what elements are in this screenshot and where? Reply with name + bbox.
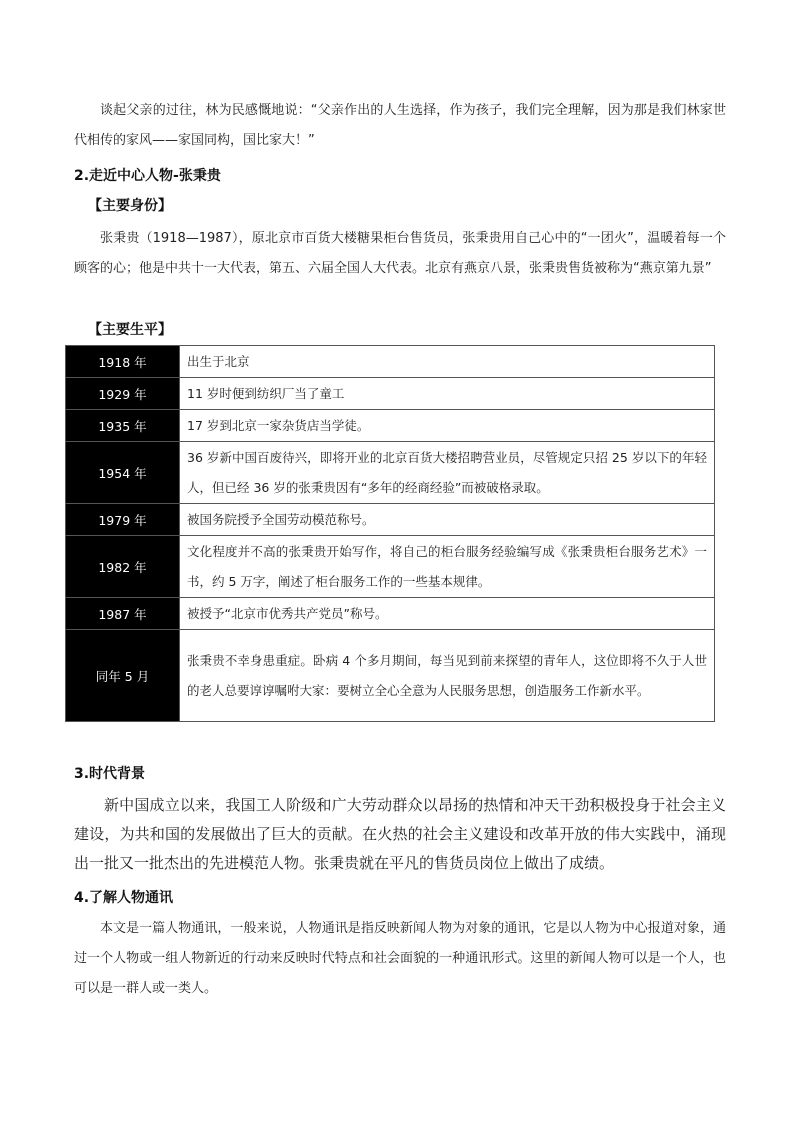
timeline-event: 被授予“北京市优秀共产党员”称号。 bbox=[180, 598, 715, 630]
timeline-year: 1982 年 bbox=[66, 536, 180, 598]
table-row bbox=[66, 630, 715, 722]
timeline-event: 张秉贵不幸身患重症。卧病 4 个多月期间，每当见到前来探望的青年人，这位即将不久于人世的老人总要谆谆嘱咐大家：要树立全心全意为人民服务思想，创造服务工作新水平。 bbox=[180, 630, 715, 722]
table-row bbox=[66, 442, 715, 504]
timeline-year: 同年 5 月 bbox=[66, 630, 180, 722]
section-3-paragraph: 新中国成立以来，我国工人阶级和广大劳动群众以昂扬的热情和冲天干劲积极投身于社会主义建设，为共和国的发展做出了巨大的贡献。在火热的社会主义建设和改革开放的伟大实践中，涌现出一批又一批杰出的先进模范人物。张秉贵就在平凡的售货员岗位上做出了成绩。 bbox=[74, 796, 726, 872]
timeline-event: 被国务院授予全国劳动模范称号。 bbox=[180, 504, 715, 536]
identity-paragraph: 张秉贵（1918—1987），原北京市百货大楼糖果柜台售货员，张秉贵用自己心中的“一团火”，温暖着每一个顾客的心；他是中共十一大代表，第五、六届全国人大代表。北京有燕京八景，张秉贵售货被称为“燕京第九景” bbox=[74, 231, 726, 276]
timeline-year: 1987 年 bbox=[66, 598, 180, 630]
timeline-event: 出生于北京 bbox=[180, 346, 715, 378]
timeline-year: 1929 年 bbox=[66, 378, 180, 410]
table-row bbox=[66, 410, 715, 442]
table-row bbox=[66, 598, 715, 630]
table-row bbox=[66, 346, 715, 378]
section-4-heading: 4.了解人物通讯 bbox=[74, 890, 174, 906]
table-row bbox=[66, 536, 715, 598]
timeline-table bbox=[65, 345, 715, 722]
table-row bbox=[66, 504, 715, 536]
timeline-event: 36 岁新中国百废待兴，即将开业的北京百货大楼招聘营业员，尽管规定只招 25 岁以下的年轻人，但已经 36 岁的张秉贵因有“多年的经商经验”而被破格录取。 bbox=[180, 442, 715, 504]
timeline-event: 17 岁到北京一家杂货店当学徒。 bbox=[180, 410, 715, 442]
identity-heading: 【主要身份】 bbox=[88, 198, 172, 214]
section-4-paragraph: 本文是一篇人物通讯，一般来说，人物通讯是指反映新闻人物为对象的通讯，它是以人物为中心报道对象，通过一个人物或一组人物新近的行动来反映时代特点和社会面貌的一种通讯形式。这里的新闻人物可以是一个人，也可以是一群人或一类人。 bbox=[74, 921, 726, 996]
timeline-year: 1954 年 bbox=[66, 442, 180, 504]
timeline-year: 1918 年 bbox=[66, 346, 180, 378]
intro-paragraph: 谈起父亲的过往，林为民感慨地说：“父亲作出的人生选择，作为孩子，我们完全理解，因为那是我们林家世代相传的家风——家国同构，国比家大！” bbox=[74, 103, 726, 148]
timeline-year: 1935 年 bbox=[66, 410, 180, 442]
timeline-event: 文化程度并不高的张秉贵开始写作，将自己的柜台服务经验编写成《张秉贵柜台服务艺术》一书，约 5 万字，阐述了柜台服务工作的一些基本规律。 bbox=[180, 536, 715, 598]
life-heading: 【主要生平】 bbox=[88, 322, 172, 338]
table-row bbox=[66, 378, 715, 410]
timeline-event: 11 岁时便到纺织厂当了童工 bbox=[180, 378, 715, 410]
timeline-year: 1979 年 bbox=[66, 504, 180, 536]
section-3-heading: 3.时代背景 bbox=[74, 766, 146, 782]
section-2-heading: 2.走近中心人物-张秉贵 bbox=[74, 168, 221, 184]
